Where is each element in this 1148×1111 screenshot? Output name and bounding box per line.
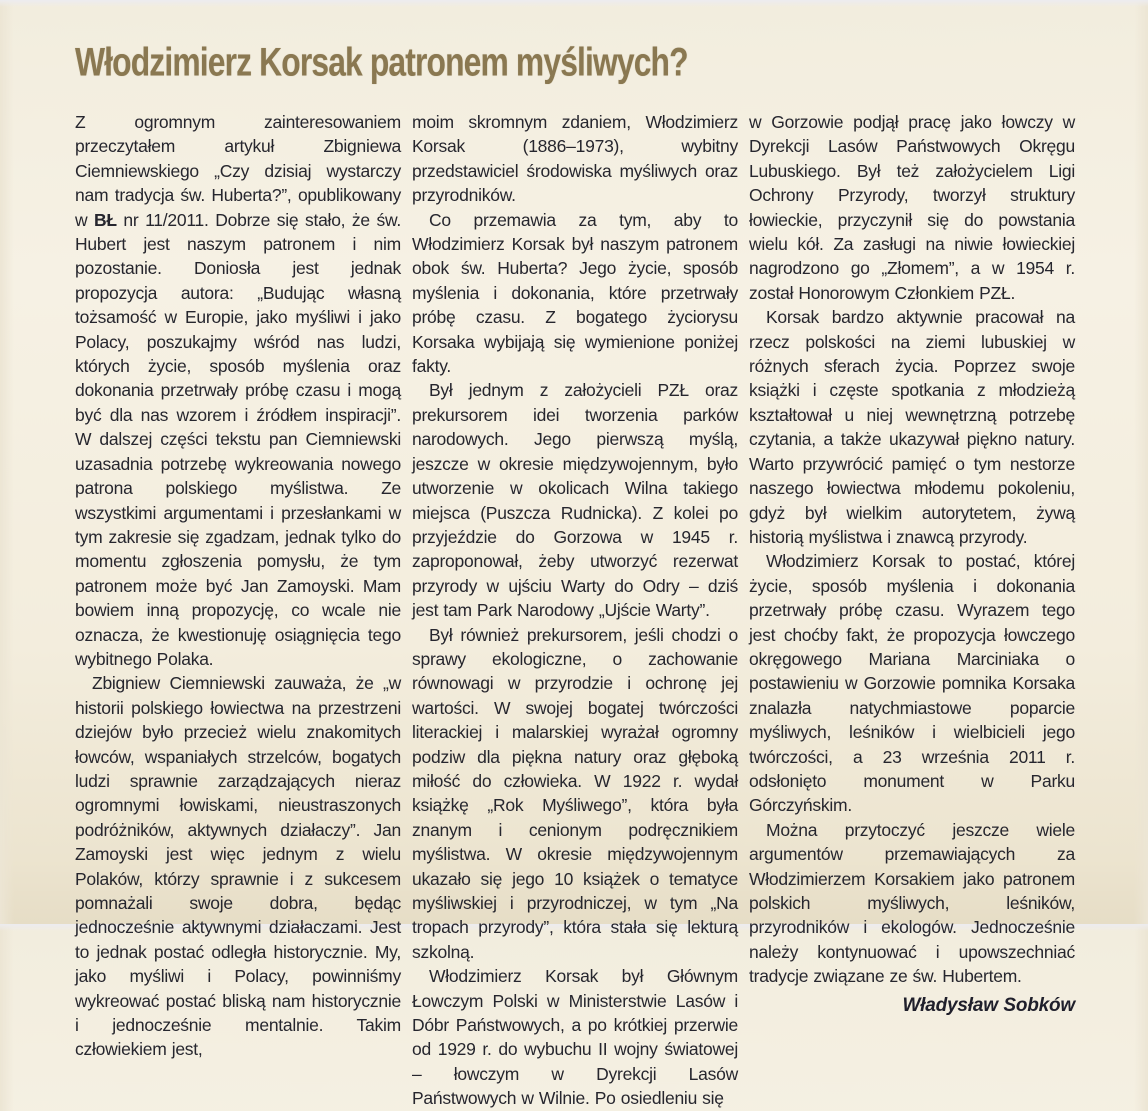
author-signature: Władysław Sobków [902,994,1075,1016]
article-column-3 [749,110,1075,1111]
paragraph [412,378,738,622]
scanned-article-page [75,40,1075,1111]
paragraph [749,305,1075,549]
paragraph [412,110,738,208]
text-segment: Co przemawia za tym, aby to Włodzimierz Korsak był naszym patronem obok św. Huberta? Jego życie, sposób myślenia i dokonania, które przetrwały próbę czasu. Z bogatego życiorysu Korsaka wybijają się wymienione poniżej fakty. [412,209,738,377]
text-segment: Był również prekursorem, jeśli chodzi o sprawy ekologiczne, o zachowanie równowagi w przyrodzie i ochronę jej wartości. W swojej bogatej twórczości literackiej i malarskiej wyrażał ogromny podziw dla piękna natury oraz głęboką miłość do człowieka. W 1922 r. wydał książkę „Rok Myśliwego”, która była znanym i cenionym podręcznikiem myślistwa. W okresie międzywojennym ukazało się jego 10 książek o tematyce myśliwskiej i przyrodniczej, w tym „Na tropach przyrody”, która stała się lekturą szkolną. [412,624,738,962]
bold-text-segment: BŁ [94,209,117,230]
text-segment: Włodzimierz Korsak był Głównym Łowczym Polski w Ministerstwie Lasów i Dóbr Państwowych, a po krótkiej przerwie od 1929 r. do wybuchu II wojny światowej – łowczym w Dyrekcji Lasów Państwowych w Wilnie. Po osiedleniu się [412,966,738,1109]
paragraph [749,818,1075,989]
text-segment: w Gorzowie podjął pracę jako łowczy w Dyrekcji Lasów Państwowych Okręgu Lubuskiego. Był też założycielem Ligi Ochrony Przyrody, tworzył struktury łowieckie, przyczynił się do powstania wielu kół. Za zasługi na niwie łowieckiej nagrodzono go „Złomem”, a w 1954 r. został Honorowym Członkiem PZŁ. [749,112,1075,303]
text-segment: Zbigniew Ciemniewski zauważa, że „w historii polskiego łowiectwa na przestrzeni dziejów było przecież wielu znakomitych łowców, wspaniałych strzelców, bogatych ludzi sprawnie zarządzających nieraz ogromnymi łowiskami, nieustraszonych podróżników, aktywnych działaczy”. Jan Zamoyski jest więc jednym z wielu Polaków, którzy sprawnie i z sukcesem pomnażali swoje dobra, będąc jednocześnie aktywnymi działaczami. Jest to jednak postać odległa historycznie. My, jako myśliwi i Polacy, powinniśmy wykreować postać bliską nam historycznie i jednocześnie mentalnie. Takim człowiekiem jest, [75,673,401,1060]
paragraph [749,110,1075,305]
paragraph [412,623,738,965]
text-segment: Był jednym z założycieli PZŁ oraz prekursorem idei tworzenia parków narodowych. Jego pierwszą myślą, jeszcze w okresie międzywojennym, było utworzenie w okolicach Wilna takiego miejsca (Puszcza Rudnicka). Z kolei po przyjeździe do Gorzowa w 1945 r. zaproponował, żeby utworzyć rezerwat przyrody w ujściu Warty do Odry – dziś jest tam Park Narodowy „Ujście Warty”. [412,380,738,621]
text-segment: Korsak bardzo aktywnie pracował na rzecz polskości na ziemi lubuskiej w różnych sferach życia. Poprzez swoje książki i częste spotkania z młodzieżą kształtował u niej wewnętrzną potrzebę czytania, a także ukazywał piękno natury. Warto przywrócić pamięć o tym nestorze naszego łowiectwa młodemu pokoleniu, gdyż był wielkim autorytetem, żywą historią myślistwa i znawcą przyrody. [749,307,1075,547]
paragraph [75,671,401,1062]
text-segment: nr 11/2011. Dobrze się stało, że św. Hubert jest naszym patronem i nim pozostanie. Doniosła jest jednak propozycja autora: „Budując własną tożsamość w Europie, jako myśliwi i jako Polacy, poszukajmy wśród nas ludzi, których życie, sposób myślenia oraz dokonania przetrwały próbę czasu i mogą być dla nas wzorem i źródłem inspiracji”. W dalszej części tekstu pan Ciemniewski uzasadnia potrzebę wykreowania nowego patrona polskiego myślistwa. Ze wszystkimi argumentami i przesłankami w tym zakresie się zgadzam, jednak tylko do momentu zgłoszenia pomysłu, że tym patronem może być Jan Zamoyski. Mam bowiem inną propozycję, co wcale nie oznacza, że kwestionuję osiągnięcia tego wybitnego Polaka. [75,209,402,669]
paragraph [412,964,738,1110]
text-segment: Z ogromnym zainteresowaniem przeczytałem artykuł Zbigniewa Ciemniewskiego „Czy dzisiaj wystarczy nam tradycja św. Huberta?”, opublikowany w [75,112,401,230]
article-columns [75,110,1075,1111]
article-column-2 [412,110,738,1111]
paragraph [75,110,401,671]
text-segment: moim skromnym zdaniem, Włodzimierz Korsak (1886–1973), wybitny przedstawiciel środowiska myśliwych oraz przyrodników. [412,112,738,206]
article-column-1 [75,110,401,1111]
article-title: Włodzimierz Korsak patronem myśliwych? [75,40,688,85]
paragraph [412,208,738,379]
text-segment: Włodzimierz Korsak to postać, której życie, sposób myślenia i dokonania przetrwały próbę czasu. Wyrazem tego jest choćby fakt, że propozycja łowczego okręgowego Mariana Marciniaka o postawieniu w Gorzowie pomnika Korsaka znalazła natychmiastowe poparcie myśliwych, leśników i wielbicieli jego twórczości, a 23 września 2011 r. odsłonięto monument w Parku Górczyńskim. [749,551,1075,816]
paragraph [749,549,1075,817]
text-segment: Można przytoczyć jeszcze wiele argumentów przemawiających za Włodzimierzem Korsakiem jako patronem polskich myśliwych, leśników, przyrodników i ekologów. Jednocześnie należy kontynuować i upowszechniać tradycje związane ze św. Hubertem. [749,819,1075,987]
